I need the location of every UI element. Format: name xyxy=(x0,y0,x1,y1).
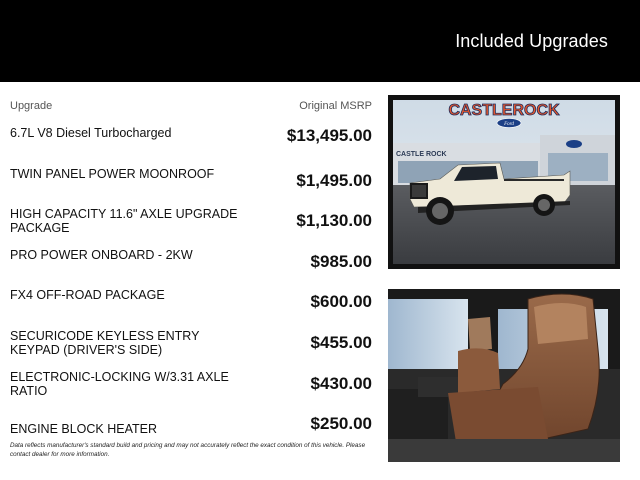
upgrade-price: $430.00 xyxy=(310,373,372,393)
list-item xyxy=(10,165,372,206)
upgrade-name: TWIN PANEL POWER MOONROOF xyxy=(10,166,215,181)
truck-photo xyxy=(388,95,620,269)
dealer-logo: CASTLEROCK xyxy=(448,102,560,119)
upgrade-name: SECURICODE KEYLESS ENTRY KEYPAD (DRIVER'S SIDE) xyxy=(10,328,200,357)
upgrade-price: $600.00 xyxy=(310,292,372,312)
list-item xyxy=(10,368,372,409)
disclaimer-text: Data reflects manufacturer's standard build and pricing and may not accurately reflect the exact condition of this vehicle. Please contact dealer for more information. xyxy=(10,442,366,458)
upgrade-name: ENGINE BLOCK HEATER xyxy=(10,422,158,437)
upgrade-column-header: Upgrade xyxy=(10,100,53,112)
upgrade-name: FX4 OFF-ROAD PACKAGE xyxy=(10,288,165,303)
upgrade-price: $985.00 xyxy=(310,251,372,271)
upgrade-price: $1,495.00 xyxy=(296,170,372,190)
upgrade-price: $250.00 xyxy=(310,414,372,434)
upgrade-name: HIGH CAPACITY 11.6" AXLE UPGRADE PACKAGE xyxy=(10,207,238,236)
list-item xyxy=(10,124,372,165)
upgrade-name: PRO POWER ONBOARD - 2KW xyxy=(10,247,193,262)
list-item xyxy=(10,286,372,327)
page-title: Included Upgrades xyxy=(455,31,608,51)
upgrade-name: 6.7L V8 Diesel Turbocharged xyxy=(10,126,172,140)
msrp-column-header: Original MSRP xyxy=(299,100,372,112)
upgrades-list xyxy=(10,124,372,449)
upgrade-price: $1,130.00 xyxy=(296,211,372,231)
list-item xyxy=(10,205,372,246)
building-sign: CASTLE ROCK xyxy=(396,151,447,158)
upgrade-name: ELECTRONIC-LOCKING W/3.31 AXLE RATIO xyxy=(10,369,229,398)
list-item xyxy=(10,327,372,368)
upgrade-price: $13,495.00 xyxy=(286,126,372,145)
svg-text:Ford: Ford xyxy=(504,122,514,127)
list-item xyxy=(10,246,372,287)
interior-photo xyxy=(388,289,620,462)
header-bar xyxy=(0,0,640,82)
upgrade-price: $455.00 xyxy=(310,332,372,352)
